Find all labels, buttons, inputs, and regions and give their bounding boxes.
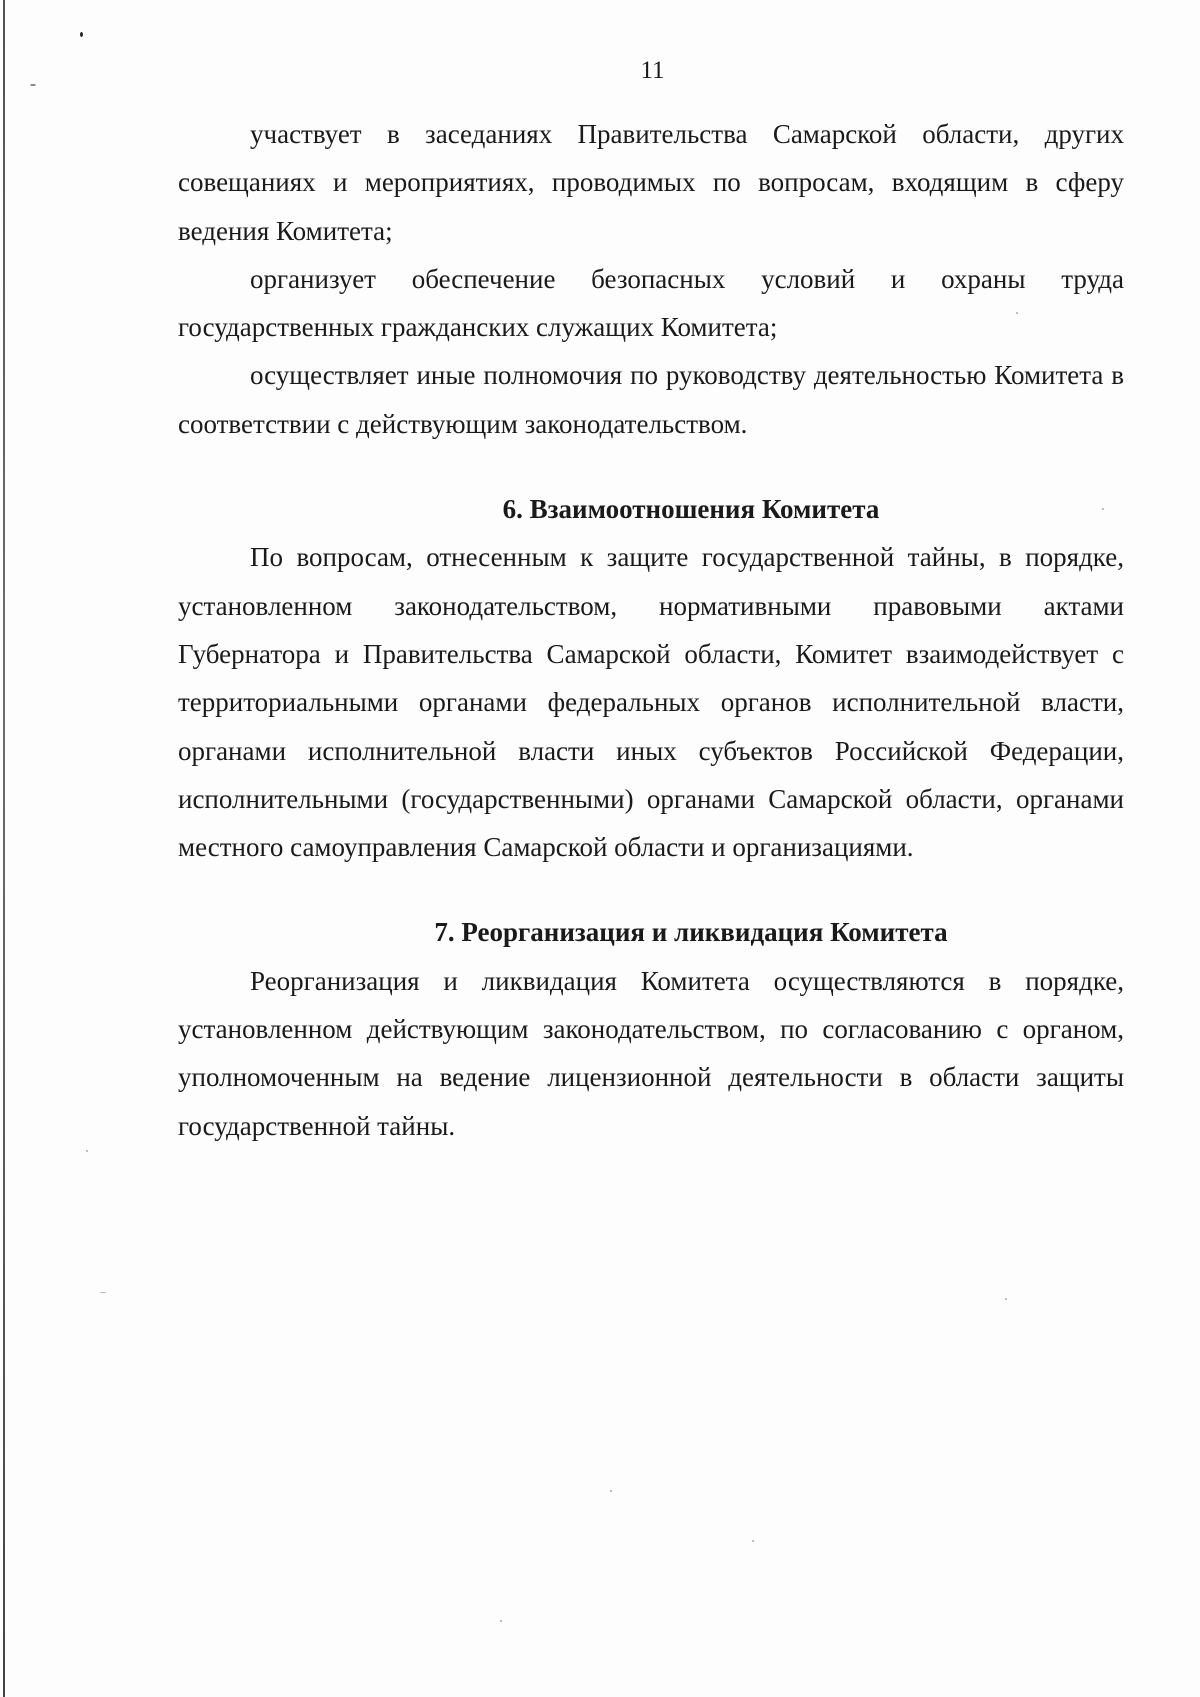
section-6-heading: 6. Взаимоотношения Комитета [502,494,880,525]
page-number: 11 [640,57,665,84]
section-7-paragraph: Реорганизация и ликвидация Комитета осуществляются в порядке, установленном действующим законодательством, по согласованию с органом, уполномоченным на ведение лицензионной деятельности в области защиты государственной тайны. [178,965,1124,1141]
paragraph-participation: участвует в заседаниях Правительства Самарской области, других совещаниях и мероприятиях, проводимых по вопросам, входящим в сферу ведения Комитета; [178,119,1124,246]
section-gap [178,448,1124,485]
scan-speck [752,1540,754,1542]
scan-speck [1016,312,1018,314]
paragraph-other-powers: осуществляет иные полномочия по руководству деятельностью Комитета в соответствии с действующим законодательством. [178,360,1124,439]
paragraph-labor-safety: организует обеспечение безопасных условий и охраны труда государственных гражданских служащих Комитета; [178,263,1124,343]
scan-speck [100,1292,106,1293]
document-body [178,110,1124,1150]
scan-speck [1102,508,1104,510]
scan-speck [80,32,83,37]
scan-speck [30,84,36,86]
scan-speck [610,1490,612,1492]
scan-speck [1005,1298,1007,1300]
section-7-heading: 7. Реорганизация и ликвидация Комитета [434,917,948,948]
section-6-paragraph: По вопросам, отнесенным к защите государственной тайны, в порядке, установленном законодательством, нормативными правовыми актами Губернатора и Правительства Самарской области, Комитет взаимодействует с территориальными органами федеральных органов исполнительной власти, органами исполнительной власти иных субъектов Российской Федерации, исполнительными (государственными) органами Самарской области, органами местного самоуправления Самарской области и организациями. [178,542,1124,863]
scan-speck [500,1620,502,1622]
section-gap [178,871,1124,908]
scan-left-edge [3,0,5,1697]
scan-speck [86,1150,88,1152]
